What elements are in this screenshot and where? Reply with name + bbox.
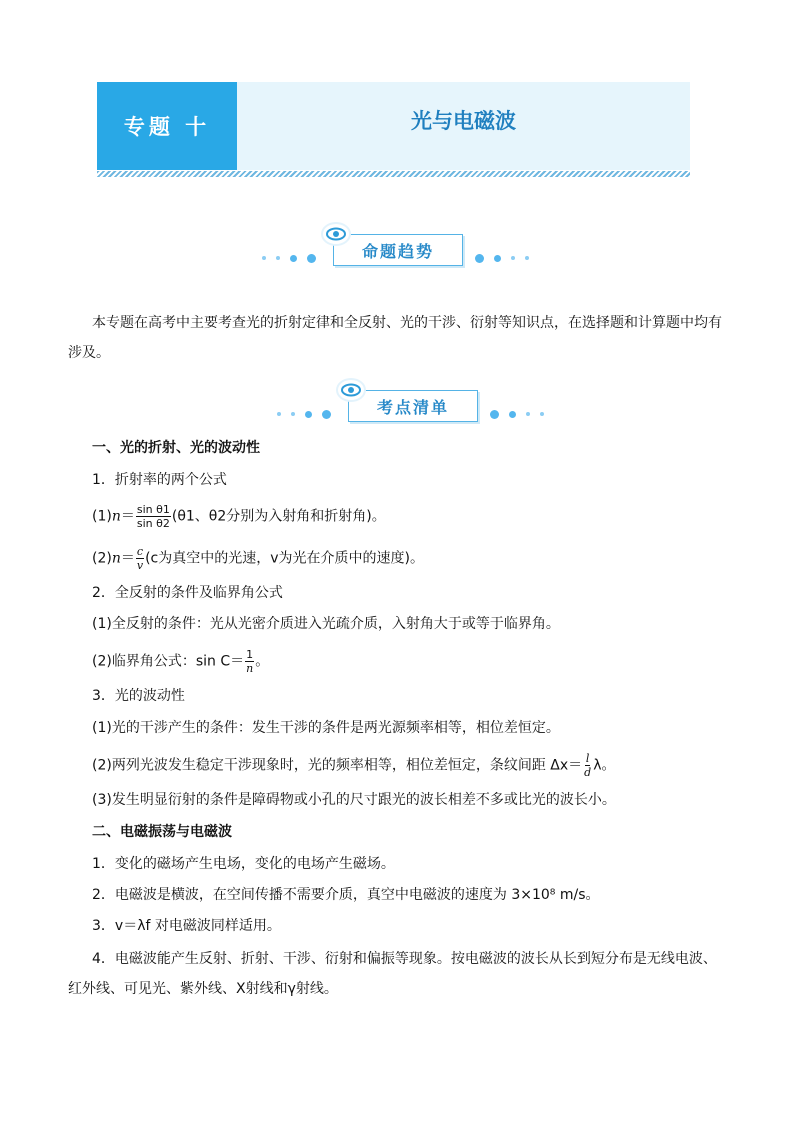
section-dots-right: [470, 254, 534, 262]
section-badge-checklist: [348, 390, 478, 422]
eye-icon: [336, 378, 366, 402]
formula-refraction-1: (1)n＝ $\frac{\text{sin θ1}}{\text{sin θ2}}$ (θ1、θ2分别为入射角和折射角)。: [92, 503, 386, 530]
item2-title: 2．全反射的条件及临界角公式: [92, 585, 283, 601]
banner-divider: [97, 171, 690, 177]
critical-angle-formula: (2)临界角公式：sin C＝ $\frac{1}{n}$ 。: [92, 648, 270, 675]
eye-icon: [321, 222, 351, 246]
fringe-spacing-formula: (2)两列光波发生稳定干涉现象时，光的频率相等，相位差恒定，条纹间距 Δx＝ $\frac{l}{d}$ λ。: [92, 752, 616, 779]
part2-line-1: 1．变化的磁场产生电场，变化的电场产生磁场。: [92, 856, 395, 872]
item3-title: 3．光的波动性: [92, 688, 185, 704]
intro-paragraph: 本专题在高考中主要考查光的折射定律和全反射、光的干涉、衍射等知识点，在选择题和计算题中均有涉及。: [68, 315, 722, 361]
part2-heading: 二、电磁振荡与电磁波: [92, 824, 232, 840]
part2-line-4: 4．电磁波能产生反射、折射、干涉、衍射和偏振等现象。按电磁波的波长从长到短分布是无线电波、红外线、可见光、紫外线、X射线和γ射线。: [68, 951, 717, 997]
part1-heading: 一、光的折射、光的波动性: [92, 440, 260, 456]
topic-label: 专题 十: [123, 114, 211, 139]
page-title: 光与电磁波: [411, 108, 516, 133]
item1-title: 1．折射率的两个公式: [92, 472, 227, 488]
section-title-trend: 命题趋势: [361, 241, 434, 261]
section-dots-right: [485, 410, 549, 418]
total-reflection-condition: (1)全反射的条件：光从光密介质进入光疏介质，入射角大于或等于临界角。: [92, 616, 560, 632]
part2-line-2: 2．电磁波是横波，在空间传播不需要介质，真空中电磁波的速度为 3×10⁸ m/s。: [92, 887, 600, 903]
section-dots-left: [272, 410, 336, 418]
section-badge-trend: [333, 234, 463, 266]
formula-refraction-2: (2)n＝ $\frac{c}{v}$ (c为真空中的光速，v为光在介质中的速度)。: [92, 545, 424, 572]
diffraction-condition: (3)发生明显衍射的条件是障碍物或小孔的尺寸跟光的波长相差不多或比光的波长小。: [92, 792, 616, 808]
interference-condition: (1)光的干涉产生的条件：发生干涉的条件是两光源频率相等，相位差恒定。: [92, 720, 560, 736]
section-title-checklist: 考点清单: [376, 397, 449, 417]
section-dots-left: [257, 254, 321, 262]
part2-line-3: 3．v＝λf 对电磁波同样适用。: [92, 918, 281, 934]
